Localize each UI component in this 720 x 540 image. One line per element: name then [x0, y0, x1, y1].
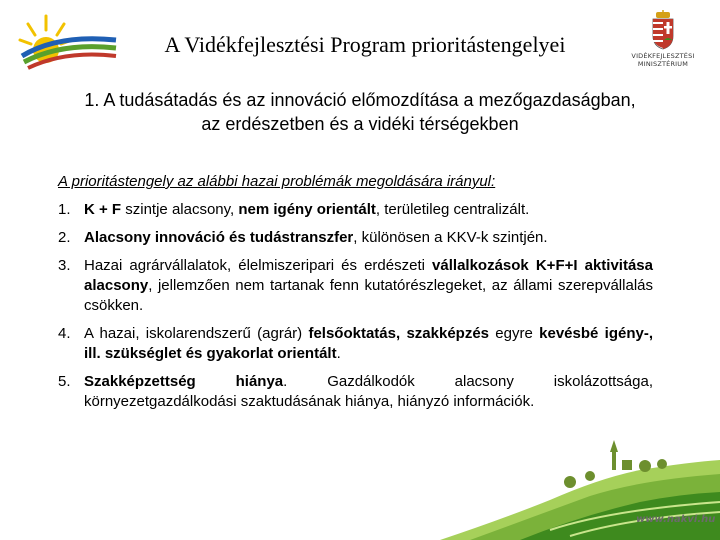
page-title: A Vidékfejlesztési Program prioritástengelyei — [164, 32, 566, 57]
item-text: . — [336, 345, 341, 362]
ministry-name: VIDÉKFEJLESZTÉSI MINISZTÉRIUM — [631, 52, 695, 68]
item-number: 4. — [58, 325, 71, 342]
footer-url: www.nakvi.hu — [636, 514, 716, 525]
intro-text: A prioritástengely az alábbi hazai problémák megoldására irányul: — [58, 173, 496, 190]
item-number: 1. — [58, 201, 71, 218]
item-text: Hazai agrárvállalatok, élelmiszeripari és erdészeti — [84, 257, 433, 274]
item-text: A hazai, iskolarendszerű (agrár) — [84, 325, 309, 342]
item-emphasis: K + F — [84, 201, 122, 218]
item-text: szintje alacsony, — [121, 201, 239, 218]
list-item — [58, 256, 653, 316]
coat-of-arms-icon — [650, 10, 676, 50]
item-emphasis: vállalkozások K+F+I aktivitása alacsony — [84, 257, 653, 294]
list-item — [58, 324, 653, 364]
item-number: 2. — [58, 229, 71, 246]
item-emphasis: kevésbé igény-, ill. szükséglet és gyakorlat orientált — [84, 325, 653, 362]
list-item — [58, 200, 653, 220]
item-number: 3. — [58, 257, 71, 274]
item-emphasis: Szakképzettség hiánya — [84, 373, 284, 390]
ministry-logo — [628, 10, 698, 76]
item-emphasis: felsőoktatás, szakképzés — [308, 325, 490, 342]
item-text: . Gazdálkodók alacsony iskolázottsága, környezetgazdálkodási szaktudásának hiánya, hiányzó információk. — [84, 373, 653, 410]
item-text: , területileg centralizált. — [375, 201, 530, 218]
item-number: 5. — [58, 373, 71, 390]
list-item — [58, 372, 653, 412]
item-emphasis: nem igény orientált — [238, 201, 376, 218]
list-item — [58, 228, 653, 248]
priority-subtitle: 1. A tudásátadás és az innováció előmozdítása a mezőgazdaságban, az erdészetben és a vidéki térségekben — [84, 90, 636, 134]
item-text: , jellemzően nem tartanak fenn kutatórészlegeket, az állami szerepvállalás csökken. — [84, 277, 653, 314]
problem-list — [58, 200, 653, 412]
item-text: , különösen a KKV-k szintjén. — [353, 229, 548, 246]
item-text: egyre — [489, 325, 540, 342]
item-emphasis: Alacsony innováció és tudástranszfer — [84, 229, 354, 246]
